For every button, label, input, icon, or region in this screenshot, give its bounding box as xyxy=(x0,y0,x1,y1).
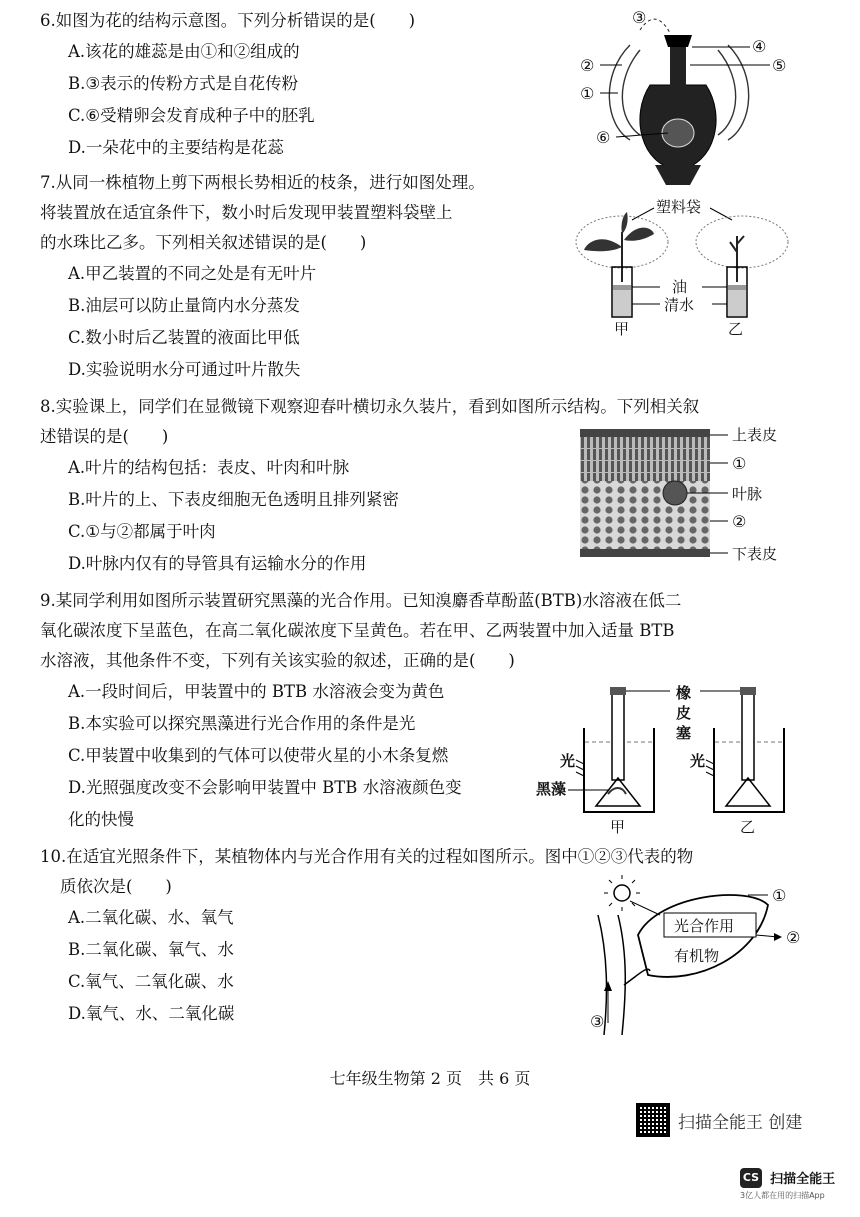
leaf-cross-section-figure xyxy=(580,425,800,565)
photo-label-3: ③ xyxy=(590,1012,605,1031)
photo-label-1: ① xyxy=(772,886,787,905)
question-stem: 氧化碳浓度下呈蓝色，在高二氧化碳浓度下呈黄色。若在甲、乙两装置中加入适量 BTB xyxy=(40,621,675,640)
photosynthesis-figure xyxy=(578,875,808,1035)
question-stem: 水溶液，其他条件不变，下列有关该实验的叙述，正确的是( ) xyxy=(40,651,515,670)
apparatus-yi-label: 乙 xyxy=(728,320,744,338)
option-c: C.甲装置中收集到的气体可以使带火星的小木条复燃 xyxy=(68,746,449,765)
brand-name: 扫描全能王 xyxy=(770,1172,836,1187)
question-stem: 9.某同学利用如图所示装置研究黑藻的光合作用。已知溴麝香草酚蓝(BTB)水溶液在低二 xyxy=(40,591,682,610)
scanner-text: 扫描全能王 创建 xyxy=(678,1112,803,1133)
option-b: B.本实验可以探究黑藻进行光合作用的条件是光 xyxy=(68,714,416,733)
option-c: C.数小时后乙装置的液面比甲低 xyxy=(68,328,300,347)
light-label-yi: 光 xyxy=(690,752,706,770)
stopper-label-1: 橡 xyxy=(676,684,692,702)
flower-label-3: ③ xyxy=(632,8,647,27)
stopper-label-3: 塞 xyxy=(676,724,692,742)
option-d: D.一朵花中的主要结构是花蕊 xyxy=(68,138,284,157)
option-d-continued: 化的快慢 xyxy=(68,810,134,829)
water-label: 清水 xyxy=(664,296,695,314)
question-stem: 质依次是( ) xyxy=(60,877,172,896)
light-label-jia: 光 xyxy=(560,752,576,770)
btb-apparatus-figure xyxy=(530,682,800,837)
bag-label: 塑料袋 xyxy=(656,198,702,216)
scanner-watermark xyxy=(636,1100,802,1140)
option-b: B.叶片的上、下表皮细胞无色透明且排列紧密 xyxy=(68,490,399,509)
option-a: A.该花的雄蕊是由①和②组成的 xyxy=(68,42,300,61)
option-d: D.叶脉内仅有的导管具有运输水分的作用 xyxy=(68,554,367,573)
option-d: D.实验说明水分可通过叶片散失 xyxy=(68,360,301,379)
option-a: A.叶片的结构包括：表皮、叶肉和叶脉 xyxy=(68,458,350,477)
flower-label-4: ④ xyxy=(752,37,767,56)
product-label: 有机物 xyxy=(674,947,720,965)
flower-label-2: ② xyxy=(580,56,595,75)
apparatus-jia-label: 甲 xyxy=(614,320,630,338)
option-c: C.⑥受精卵会发育成种子中的胚乳 xyxy=(68,106,315,125)
scanner-brand xyxy=(740,1167,835,1201)
beaker-jia-label: 甲 xyxy=(610,818,626,836)
process-label: 光合作用 xyxy=(674,917,735,935)
photo-label-2: ② xyxy=(786,928,801,947)
flower-label-1: ① xyxy=(580,84,595,103)
question-stem: 10.在适宜光照条件下，某植物体内与光合作用有关的过程如图所示。图中①②③代表的物 xyxy=(40,847,694,866)
question-stem: 8.实验课上，同学们在显微镜下观察迎春叶横切永久装片，看到如图所示结构。下列相关叙 xyxy=(40,397,700,416)
option-d: D.光照强度改变不会影响甲装置中 BTB 水溶液颜色变 xyxy=(68,778,462,797)
option-c: C.氧气、二氧化碳、水 xyxy=(68,972,234,991)
cs-logo-icon: CS xyxy=(740,1168,762,1188)
vein-label: 叶脉 xyxy=(732,485,763,503)
algae-label: 黑藻 xyxy=(536,780,567,798)
leaf-label-2: ② xyxy=(732,512,747,531)
lower-epidermis-label: 下表皮 xyxy=(732,545,778,563)
transpiration-figure xyxy=(572,192,802,342)
qr-code-icon xyxy=(636,1103,670,1137)
question-stem: 的水珠比乙多。下列相关叙述错误的是( ) xyxy=(40,233,367,252)
leaf-label-1: ① xyxy=(732,454,747,473)
flower-label-5: ⑤ xyxy=(772,56,787,75)
option-b: B.③表示的传粉方式是自花传粉 xyxy=(68,74,299,93)
option-b: B.二氧化碳、氧气、水 xyxy=(68,940,234,959)
question-stem: 6.如图为花的结构示意图。下列分析错误的是( ) xyxy=(40,11,416,30)
option-b: B.油层可以防止量筒内水分蒸发 xyxy=(68,296,300,315)
upper-epidermis-label: 上表皮 xyxy=(732,426,778,444)
page-footer: 七年级生物第 2 页 共 6 页 xyxy=(329,1069,531,1088)
option-a: A.一段时间后，甲装置中的 BTB 水溶液会变为黄色 xyxy=(68,682,445,701)
flower-label-6: ⑥ xyxy=(596,128,611,147)
option-c: C.①与②都属于叶肉 xyxy=(68,522,216,541)
option-a: A.甲乙装置的不同之处是有无叶片 xyxy=(68,264,317,283)
oil-label: 油 xyxy=(672,278,688,296)
option-a: A.二氧化碳、水、氧气 xyxy=(68,908,234,927)
question-stem: 7.从同一株植物上剪下两根长势相近的枝条，进行如图处理。 xyxy=(40,173,485,192)
flower-structure-figure xyxy=(560,5,800,190)
question-stem: 述错误的是( ) xyxy=(40,427,169,446)
beaker-yi-label: 乙 xyxy=(740,818,756,836)
question-stem: 将装置放在适宜条件下，数小时后发现甲装置塑料袋壁上 xyxy=(40,203,453,222)
option-d: D.氧气、水、二氧化碳 xyxy=(68,1004,235,1023)
brand-tagline: 3亿人都在用的扫描App xyxy=(740,1190,825,1200)
stopper-label-2: 皮 xyxy=(676,704,692,722)
